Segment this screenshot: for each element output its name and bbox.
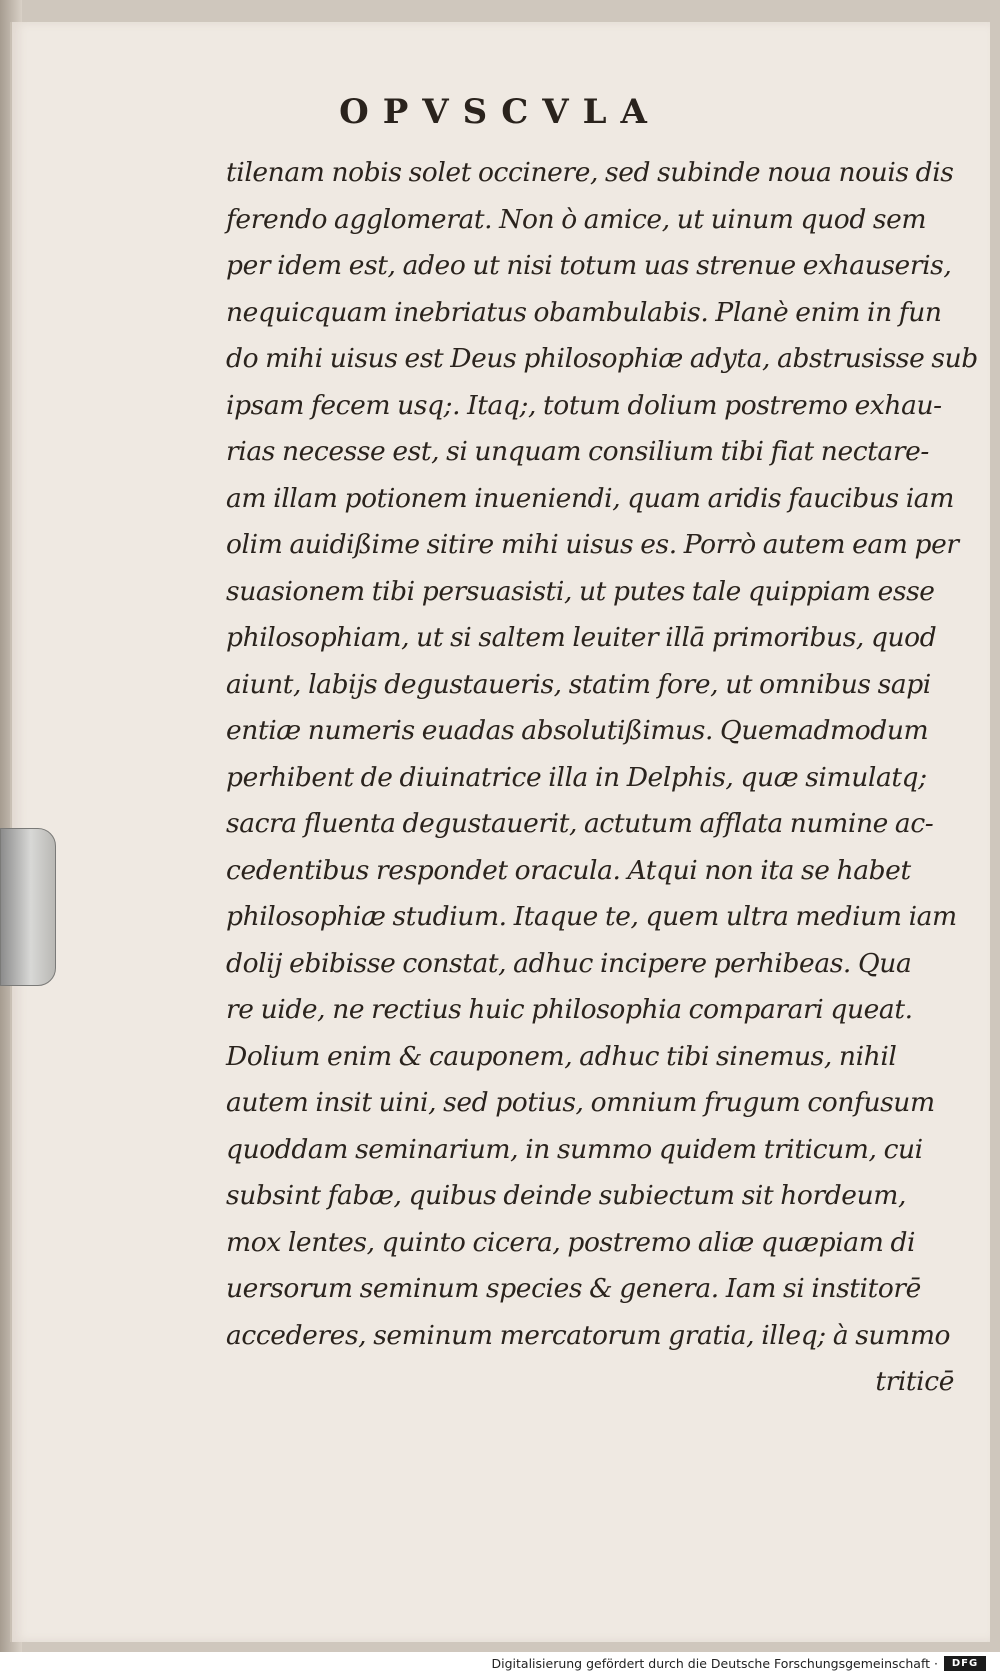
text-line: quoddam seminarium, in summo quidem triticum, cui	[226, 1133, 923, 1165]
text-line: sacra fluenta degustauerit, actutum afflata numine ac-	[226, 808, 934, 839]
text-line: rias necesse est, si unquam consilium tibi fiat nectare-	[226, 436, 929, 467]
text-line: accederes, seminum mercatorum gratia, illeq; à summo	[226, 1319, 951, 1351]
text-line: entiæ numeris euadas absolutißimus. Quemadmodum	[226, 715, 929, 746]
text-line: tilenam nobis solet occinere, sed subinde noua nouis dis	[226, 157, 954, 188]
text-line: Dolium enim & cauponem, adhuc tibi sinemus, nihil	[226, 1040, 897, 1072]
text-line: subsint fabæ, quibus deinde subiectum sit hordeum,	[226, 1180, 906, 1211]
text-line: autem insit uini, sed potius, omnium frugum confusum	[226, 1087, 935, 1118]
text-line: perhibent de diuinatrice illa in Delphis, quæ simulatq;	[226, 761, 927, 793]
text-line: olim auidißime sitire mihi uisus es. Porrò autem eam per	[226, 529, 959, 560]
text-line: nequicquam inebriatus obambulabis. Planè enim in fun	[226, 296, 942, 328]
text-line: suasionem tibi persuasisti, ut putes tale quippiam esse	[226, 575, 935, 607]
text-line: mox lentes, quinto cicera, postremo aliæ quæpiam di	[226, 1226, 916, 1258]
text-line: uersorum seminum species & genera. Iam si institorē	[226, 1273, 921, 1304]
text-line: philosophiæ studium. Itaque te, quem ultra medium iam	[226, 901, 957, 932]
text-line: aiunt, labijs degustaueris, statim fore, ut omnibus sapi	[226, 668, 931, 700]
text-block	[226, 150, 978, 1406]
text-line: re uide, ne rectius huic philosophia comparari queat.	[226, 994, 913, 1025]
text-line: do mihi uisus est Deus philosophiæ adyta, abstrusisse sub	[226, 343, 978, 374]
text-line: ipsam fecem usq;. Itaq;, totum dolium postremo exhau-	[226, 389, 942, 421]
text-line: dolij ebibisse constat, adhuc incipere perhibeas. Qua	[226, 947, 912, 979]
text-line: cedentibus respondet oracula. Atqui non ita se habet	[226, 854, 911, 886]
text-line: philosophiam, ut si saltem leuiter illā primoribus, quod	[226, 622, 937, 653]
running-head: OPVSCVLA	[339, 92, 661, 132]
text-line: ferendo agglomerat. Non ò amice, ut uinum quod sem	[226, 203, 927, 235]
text-line: am illam potionem inueniendi, quam aridis faucibus iam	[226, 482, 954, 514]
dfg-logo-icon: DFG	[944, 1656, 986, 1671]
text-line: per idem est, adeo ut nisi totum uas strenue exhauseris,	[226, 250, 952, 281]
page-clip	[0, 828, 56, 986]
catchword: triticē	[875, 1366, 954, 1397]
digitization-credit: Digitalisierung gefördert durch die Deutsche Forschungsgemeinschaft ·	[491, 1656, 938, 1671]
footer	[0, 1652, 1000, 1676]
